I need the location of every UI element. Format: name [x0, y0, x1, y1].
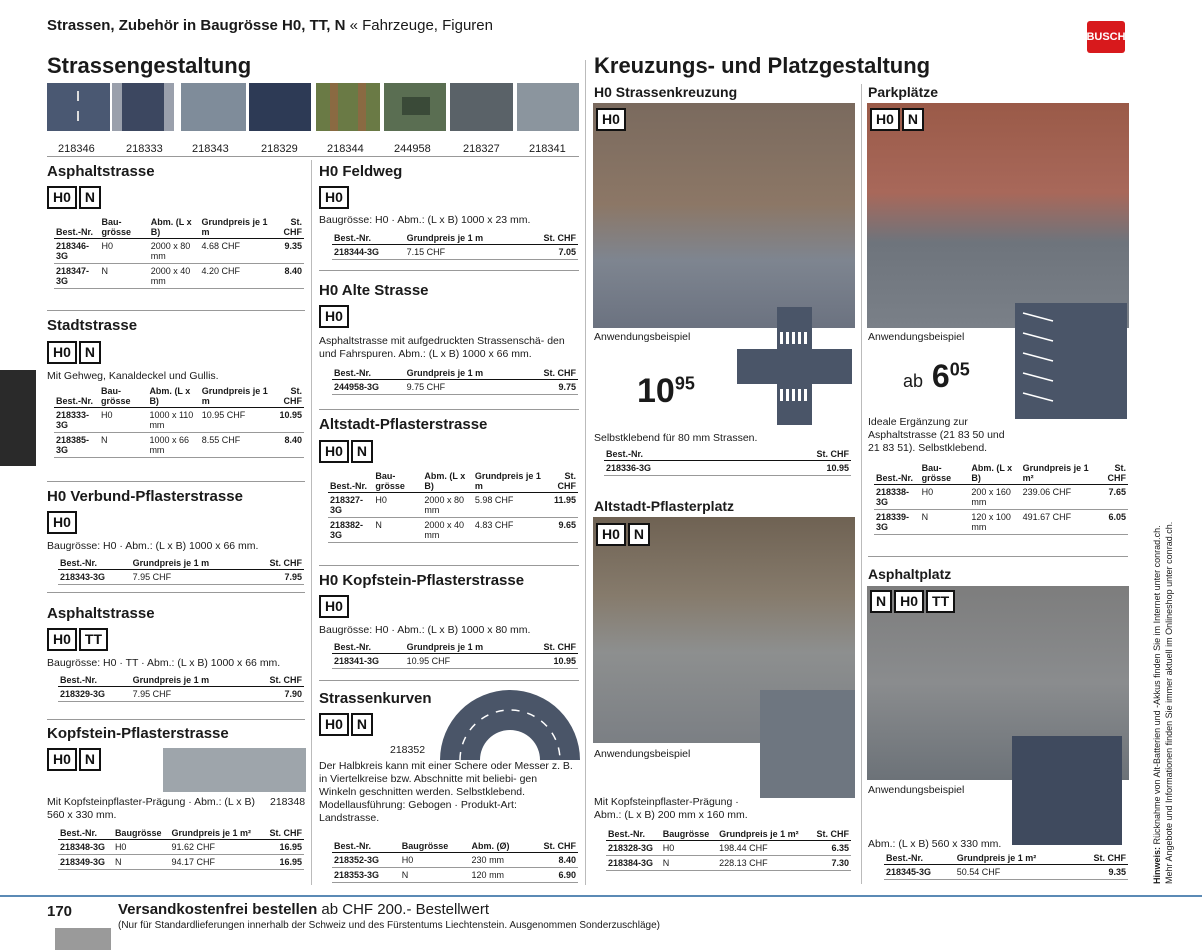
price-table: Best.-Nr. Grundpreis je 1 m St. CHF 244958-3G 9.75 CHF 9.75	[332, 367, 578, 395]
table-row: 218385-3G N 1000 x 66 mm 8.55 CHF 8.40	[54, 433, 304, 458]
table-row: 218336-3G 10.95	[604, 461, 851, 476]
product-code: 218348	[270, 796, 306, 808]
table-row: 218329-3G 7.95 CHF 7.90	[58, 687, 304, 702]
table-row: 244958-3G 9.75 CHF 9.75	[332, 380, 578, 395]
section-desc: Abm.: (L x B) 560 x 330 mm.	[868, 838, 1002, 850]
price-table: Best.-Nr. Grundpreis je 1 m St. CHF 218329-3G 7.95 CHF 7.90	[58, 674, 304, 702]
side-note: Hinweis: Rücknahme von Alt-Batterien und -Akkus finden Sie im Internet unter conrad.ch. Mehr Angebote und Informationen finden Sie immer aktuell im Onlineshop unter conrad.ch.	[1152, 521, 1174, 884]
size-badges	[596, 523, 650, 546]
swatch-218343	[181, 83, 246, 131]
price-table: Best.-Nr. Bau- grösse Abm. (L x B) Grundpreis je 1 m St. CHF 218327-3G H0 2000 x 80 mm 5.98 CHF 11.95 218382-3G N 2000 x 40 mm 4.83 CHF 9.65	[328, 470, 578, 543]
price-table: Best.-Nr. Baugrösse Grundpreis je 1 m² St. CHF 218328-3G H0 198.44 CHF 6.35 218384-3G N 228.13 CHF 7.30	[606, 828, 851, 871]
badge: N	[79, 186, 101, 209]
table-row: 218382-3G N 2000 x 40 mm 4.83 CHF 9.65	[328, 518, 578, 543]
badge: H0	[894, 590, 924, 613]
swatch-218341	[517, 83, 579, 131]
price-table: Best.-Nr. Baugrösse Abm. (Ø) St. CHF 218352-3G H0 230 mm 8.40 218353-3G N 120 mm 6.90	[332, 840, 578, 883]
badge: N	[628, 523, 650, 546]
price-table: Best.-Nr. St. CHF 218336-3G 10.95	[604, 448, 851, 476]
table-row: 218348-3G H0 91.62 CHF 16.95	[58, 840, 304, 855]
caption: Anwendungsbeispiel	[594, 748, 691, 760]
badge: H0	[319, 713, 349, 736]
badge: H0	[596, 108, 626, 131]
section-desc: Baugrösse: H0 · Abm.: (L x B) 1000 x 66 mm.	[47, 540, 259, 552]
size-badges	[319, 186, 349, 209]
price-display: $10^{95}$	[637, 372, 695, 410]
swatch-244958	[384, 83, 446, 131]
size-badges	[596, 108, 626, 131]
table-row: 218333-3G H0 1000 x 110 mm 10.95 CHF 10.95	[54, 408, 304, 433]
size-badges	[47, 341, 101, 364]
section-title: H0 Kopfstein-Pflasterstrasse	[319, 572, 525, 589]
table-row: 218346-3G H0 2000 x 80 mm 4.68 CHF 9.35	[54, 239, 304, 264]
cobble-plate-image	[760, 690, 855, 798]
size-badges	[47, 511, 77, 534]
badge: H0	[47, 748, 77, 771]
swatch-code: 218346	[58, 143, 95, 155]
footer-headline: Versandkostenfrei bestellen ab CHF 200.- Bestellwert	[118, 901, 489, 918]
table-row: 218384-3G N 228.13 CHF 7.30	[606, 856, 851, 871]
section-title: H0 Verbund-Pflasterstrasse	[47, 488, 243, 505]
badge: N	[351, 440, 373, 463]
section-desc: Mit Kopfsteinpflaster-Prägung · Abm.: (L x B) 200 mm x 160 mm.	[594, 796, 748, 821]
breadcrumb: Strassen, Zubehör in Baugrösse H0, TT, N « Fahrzeuge, Figuren	[47, 17, 493, 34]
section-title: Asphaltstrasse	[47, 605, 155, 622]
table-row: 218341-3G 10.95 CHF 10.95	[332, 654, 578, 669]
price-table: Best.-Nr. Bau- grösse Abm. (L x B) Grundpreis je 1 m² St. CHF 218338-3G H0 200 x 160 mm 239.06 CHF 7.65 218339-3G N 120 x 100 mm 491.67 CHF 6.05	[874, 462, 1128, 535]
caption: Anwendungsbeispiel	[868, 331, 965, 343]
badge: N	[79, 341, 101, 364]
size-badges	[870, 590, 955, 613]
table-row: 218349-3G N 94.17 CHF 16.95	[58, 855, 304, 870]
parking-photo	[867, 103, 1129, 328]
price-display: ab $6^{05}$	[903, 358, 970, 394]
section-desc: Mit Kopfsteinpflaster-Prägung · Abm.: (L x B) 560 x 330 mm.	[47, 796, 255, 821]
size-badges	[319, 305, 349, 328]
section-title: H0 Alte Strasse	[319, 282, 429, 299]
size-badges	[870, 108, 924, 131]
badge: N	[870, 590, 892, 613]
left-page-title: Strassengestaltung	[47, 53, 252, 78]
size-badges	[319, 595, 349, 618]
swatch-code: 218327	[463, 143, 500, 155]
badge: H0	[319, 595, 349, 618]
crossing-photo	[593, 103, 855, 328]
size-badges	[319, 713, 373, 736]
swatch-code: 244958	[394, 143, 431, 155]
busch-logo: BUSCH	[1087, 21, 1125, 53]
section-title: Kopfstein-Pflasterstrasse	[47, 725, 229, 742]
column-divider	[585, 60, 586, 885]
cobblestone-image	[163, 748, 306, 792]
table-row: 218328-3G H0 198.44 CHF 6.35	[606, 841, 851, 856]
section-title: H0 Strassenkreuzung	[594, 84, 738, 100]
badge: H0	[319, 440, 349, 463]
section-desc: Baugrösse: H0 · TT · Abm.: (L x B) 1000 x 66 mm.	[47, 657, 281, 669]
swatch-218329	[249, 83, 311, 131]
section-desc: Selbstklebend für 80 mm Strassen.	[594, 432, 758, 444]
section-title: Strassenkurven	[319, 690, 432, 707]
table-row: 218353-3G N 120 mm 6.90	[332, 868, 578, 883]
size-badges	[47, 628, 108, 651]
size-badges	[47, 748, 101, 771]
price-table: Best.-Nr. Grundpreis je 1 m² St. CHF 218345-3G 50.54 CHF 9.35	[884, 852, 1128, 880]
section-desc: Baugrösse: H0 · Abm.: (L x B) 1000 x 80 mm.	[319, 624, 531, 636]
right-page-title: Kreuzungs- und Platzgestaltung	[594, 53, 931, 78]
table-row: 218343-3G 7.95 CHF 7.95	[58, 570, 304, 585]
footer-rule	[0, 895, 1202, 897]
badge: H0	[319, 305, 349, 328]
section-title: H0 Feldweg	[319, 163, 403, 180]
table-row: 218339-3G N 120 x 100 mm 491.67 CHF 6.05	[874, 510, 1128, 535]
size-badges	[319, 440, 373, 463]
swatch-code: 218344	[327, 143, 364, 155]
price-table: Best.-Nr. Grundpreis je 1 m St. CHF 218341-3G 10.95 CHF 10.95	[332, 641, 578, 669]
swatch-218346	[47, 83, 110, 131]
section-desc: Asphaltstrasse mit aufgedruckten Strassenschä- den und Fahrspuren. Abm.: (L x B) 1000 x 66 mm.	[319, 335, 565, 360]
badge: TT	[926, 590, 955, 613]
section-title: Parkplätze	[868, 84, 939, 100]
swatch-218333	[112, 83, 174, 131]
curve-road-image	[440, 688, 580, 760]
caption: Anwendungsbeispiel	[594, 331, 691, 343]
section-title: Altstadt-Pflasterplatz	[594, 498, 735, 514]
table-row: 218344-3G 7.15 CHF 7.05	[332, 245, 578, 260]
swatch-218344	[316, 83, 380, 131]
badge: H0	[47, 628, 77, 651]
table-row: 218345-3G 50.54 CHF 9.35	[884, 865, 1128, 880]
section-title: Altstadt-Pflasterstrasse	[319, 416, 488, 433]
section-title: Asphaltstrasse	[47, 163, 155, 180]
parking-plate-image	[1015, 303, 1127, 419]
crossing-piece-image	[737, 307, 852, 425]
badge: N	[351, 713, 373, 736]
badge: H0	[319, 186, 349, 209]
swatch-code: 218341	[529, 143, 566, 155]
swatch-218327	[450, 83, 513, 131]
page-number: 170	[47, 903, 73, 920]
price-table: Best.-Nr. Bau- grösse Abm. (L x B) Grundpreis je 1 m St. CHF 218333-3G H0 1000 x 110 mm 10.95 CHF 10.95 218385-3G N 1000 x 66 mm 8.55 CHF 8.40	[54, 385, 304, 458]
price-table: Best.-Nr. Grundpreis je 1 m St. CHF 218344-3G 7.15 CHF 7.05	[332, 232, 578, 260]
badge: H0	[47, 511, 77, 534]
caption: Anwendungsbeispiel	[868, 784, 965, 796]
footer-tab	[55, 928, 111, 950]
swatch-code: 218329	[261, 143, 298, 155]
badge: N	[79, 748, 101, 771]
badge: H0	[47, 186, 77, 209]
table-row: 218327-3G H0 2000 x 80 mm 5.98 CHF 11.95	[328, 493, 578, 518]
price-table: Best.-Nr. Baugrösse Grundpreis je 1 m² St. CHF 218348-3G H0 91.62 CHF 16.95 218349-3G N 94.17 CHF 16.95	[58, 827, 304, 870]
section-desc: Mit Gehweg, Kanaldeckel und Gullis.	[47, 370, 219, 382]
table-row: 218347-3G N 2000 x 40 mm 4.20 CHF 8.40	[54, 264, 304, 289]
section-desc: Der Halbkreis kann mit einer Schere oder Messer z. B. in Viertelkreise bzw. Abschnitte mit beliebi- gen Winkeln geschnitten werden. Selbstklebend. Modellausführung: Gebogen · Produkt-Art: Landstrasse.	[319, 760, 573, 824]
swatch-code: 218343	[192, 143, 229, 155]
badge: H0	[47, 341, 77, 364]
section-desc: Baugrösse: H0 · Abm.: (L x B) 1000 x 23 mm.	[319, 214, 531, 226]
table-row: 218338-3G H0 200 x 160 mm 239.06 CHF 7.65	[874, 485, 1128, 510]
footer-note: (Nur für Standardlieferungen innerhalb der Schweiz und des Fürstentums Liechtenstein. Ausgenommen Sonderzuschläge)	[118, 920, 660, 931]
table-row: 218352-3G H0 230 mm 8.40	[332, 853, 578, 868]
badge: H0	[870, 108, 900, 131]
price-table: Best.-Nr. Bau- grösse Abm. (L x B) Grundpreis je 1 m St. CHF 218346-3G H0 2000 x 80 mm 4.68 CHF 9.35 218347-3G N 2000 x 40 mm 4.20 CHF 8.40	[54, 216, 304, 289]
section-tab	[0, 370, 36, 466]
size-badges	[47, 186, 101, 209]
product-code: 218352	[390, 744, 426, 756]
price-table: Best.-Nr. Grundpreis je 1 m St. CHF 218343-3G 7.95 CHF 7.95	[58, 557, 304, 585]
badge: N	[902, 108, 924, 131]
badge: H0	[596, 523, 626, 546]
section-title: Stadtstrasse	[47, 317, 138, 334]
section-desc: Ideale Ergänzung zur Asphaltstrasse (21 83 50 und 21 83 51). Selbstklebend.	[868, 416, 1005, 454]
asphalt-plate-image	[1012, 736, 1122, 845]
badge: TT	[79, 628, 108, 651]
section-title: Asphaltplatz	[868, 566, 952, 582]
swatch-code: 218333	[126, 143, 163, 155]
